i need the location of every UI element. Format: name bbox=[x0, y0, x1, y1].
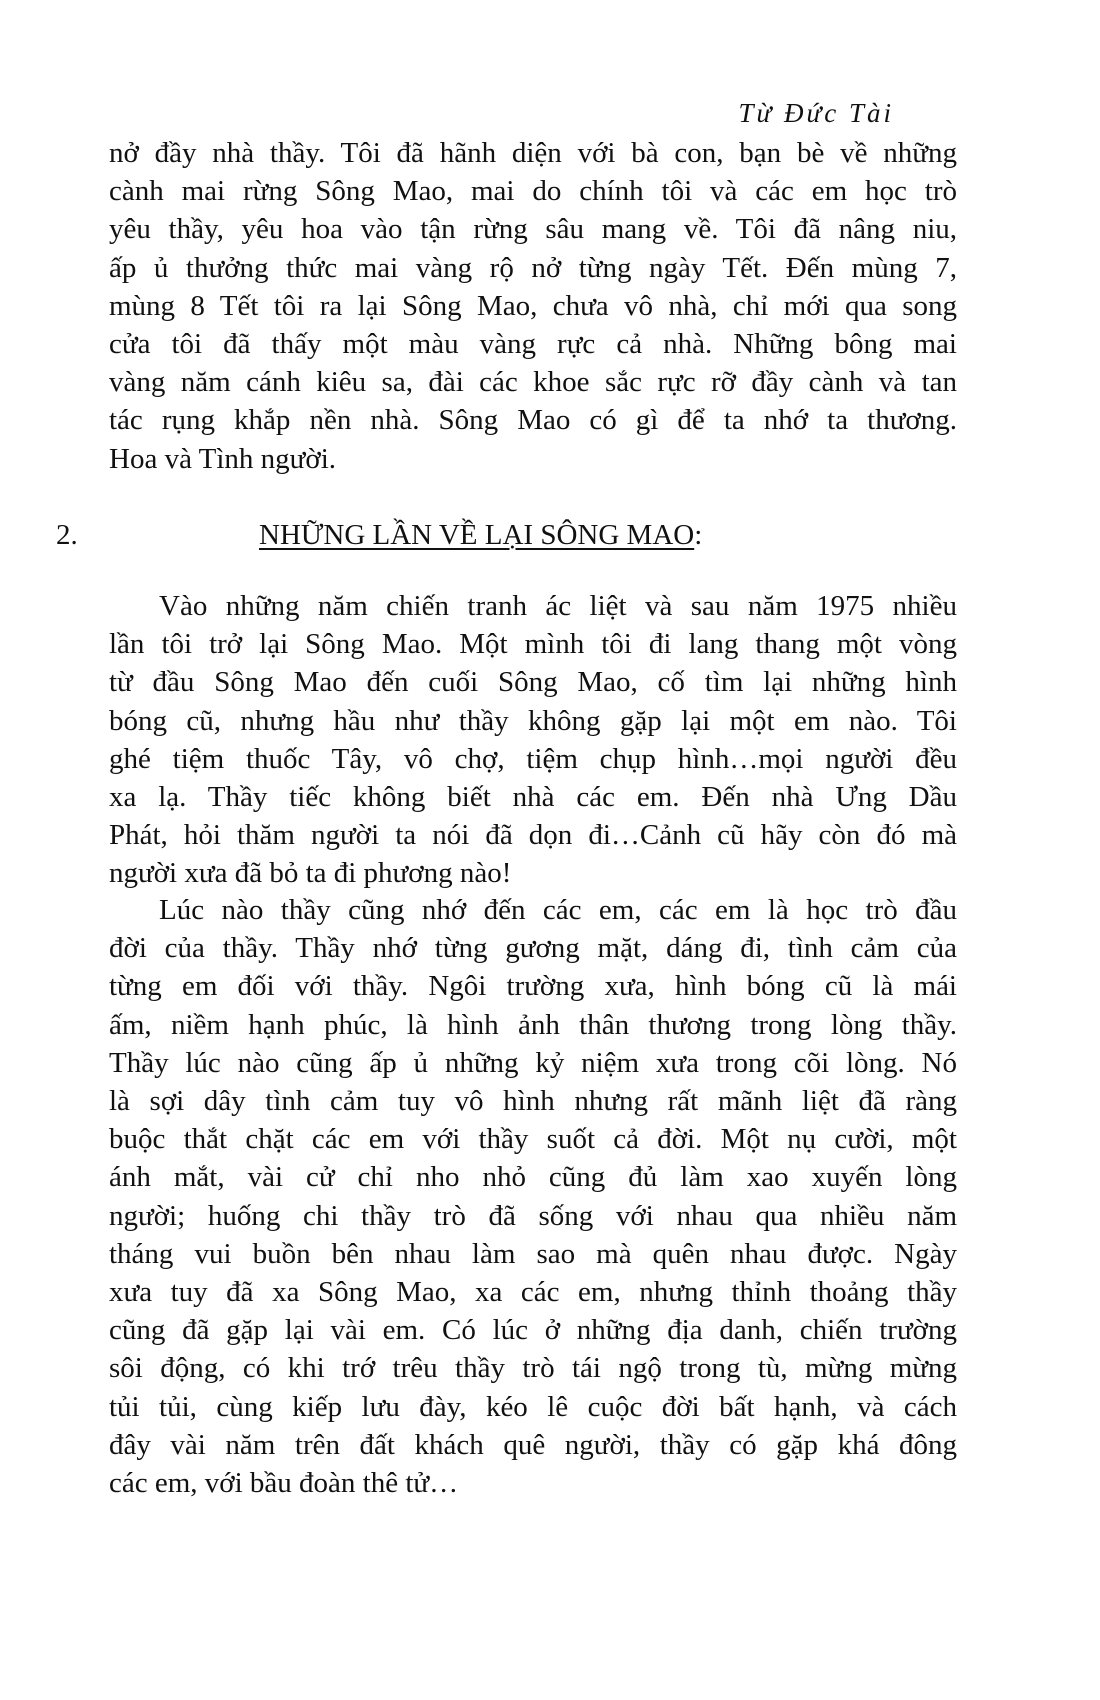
text-line: tủi tủi, cùng kiếp lưu đày, kéo lê cuộc đời bất hạnh, và cách bbox=[109, 1390, 957, 1423]
text-line: người; huống chi thầy trò đã sống với nhau qua nhiều năm bbox=[109, 1199, 957, 1232]
text-line: Hoa và Tình người. bbox=[109, 442, 337, 475]
text-line: cửa tôi đã thấy một màu vàng rực cả nhà. Những bông mai bbox=[109, 328, 957, 361]
text-line: tác rụng khắp nền nhà. Sông Mao có gì để ta nhớ ta thương. bbox=[109, 404, 957, 437]
text-line: ấm, niềm hạnh phúc, là hình ảnh thân thương trong lòng thầy. bbox=[109, 1008, 957, 1041]
section-heading-title: NHỮNG LẦN VỀ LẠI SÔNG MAO bbox=[259, 519, 695, 551]
text-line: các em, với bầu đoàn thê tử… bbox=[109, 1467, 459, 1500]
text-line: từ đầu Sông Mao đến cuối Sông Mao, cố tìm lại những hình bbox=[109, 666, 957, 699]
text-line: vàng năm cánh kiêu sa, đài các khoe sắc rực rỡ đầy cành và tan bbox=[109, 366, 957, 399]
running-header-author: Từ Đức Tài bbox=[738, 98, 894, 128]
section-number: 2. bbox=[56, 519, 78, 551]
text-line: Lúc nào thầy cũng nhớ đến các em, các em là học trò đầu bbox=[159, 894, 957, 926]
text-line: ánh mắt, vài cử chỉ nho nhỏ cũng đủ làm xao xuyến lòng bbox=[109, 1161, 957, 1194]
section-heading-colon: : bbox=[694, 519, 703, 551]
text-line: Phát, hỏi thăm người ta nói đã dọn đi…Cảnh cũ hãy còn đó mà bbox=[109, 819, 957, 852]
text-line: là sợi dây tình cảm tuy vô hình nhưng rất mãnh liệt đã ràng bbox=[109, 1085, 957, 1118]
text-line: từng em đối với thầy. Ngôi trường xưa, hình bóng cũ là mái bbox=[109, 970, 957, 1003]
text-line: lần tôi trở lại Sông Mao. Một mình tôi đi lang thang một vòng bbox=[109, 628, 957, 661]
text-line: bóng cũ, nhưng hầu như thầy không gặp lại một em nào. Tôi bbox=[109, 704, 957, 737]
text-line: ấp ủ thưởng thức mai vàng rộ nở từng ngày Tết. Đến mùng 7, bbox=[109, 251, 957, 284]
text-line: sôi động, có khi trớ trêu thầy trò tái ngộ trong tù, mừng mừng bbox=[109, 1352, 957, 1385]
text-line: xa lạ. Thầy tiếc không biết nhà các em. Đến nhà Ưng Dầu bbox=[109, 781, 957, 814]
text-line: nở đầy nhà thầy. Tôi đã hãnh diện với bà con, bạn bè về những bbox=[109, 137, 957, 169]
text-line: Vào những năm chiến tranh ác liệt và sau năm 1975 nhiều bbox=[159, 590, 957, 622]
section-heading bbox=[259, 516, 702, 554]
paragraph-memories bbox=[109, 891, 957, 1502]
text-line: tháng vui buồn bên nhau làm sao mà quên nhau được. Ngày bbox=[109, 1237, 957, 1270]
text-line: cành mai rừng Sông Mao, mai do chính tôi và các em học trò bbox=[109, 175, 957, 208]
text-line: Thầy lúc nào cũng ấp ủ những kỷ niệm xưa trong cõi lòng. Nó bbox=[109, 1046, 957, 1079]
text-line: xưa tuy đã xa Sông Mao, xa các em, nhưng thỉnh thoảng thầy bbox=[109, 1276, 957, 1309]
paragraph-continued bbox=[109, 134, 957, 478]
text-line: ghé tiệm thuốc Tây, vô chợ, tiệm chụp hình…mọi người đều bbox=[109, 742, 957, 775]
text-line: người xưa đã bỏ ta đi phương nào! bbox=[109, 857, 512, 890]
text-line: mùng 8 Tết tôi ra lại Sông Mao, chưa vô nhà, chỉ mới qua song bbox=[109, 289, 957, 322]
text-line: cũng đã gặp lại vài em. Có lúc ở những địa danh, chiến trường bbox=[109, 1314, 957, 1347]
text-line: yêu thầy, yêu hoa vào tận rừng sâu mang về. Tôi đã nâng niu, bbox=[109, 213, 957, 246]
text-line: đây vài năm trên đất khách quê người, thầy có gặp khá đông bbox=[109, 1428, 957, 1461]
text-line: đời của thầy. Thầy nhớ từng gương mặt, dáng đi, tình cảm của bbox=[109, 932, 957, 965]
text-line: buộc thắt chặt các em với thầy suốt cả đời. Một nụ cười, một bbox=[109, 1123, 957, 1156]
paragraph-returns bbox=[109, 587, 957, 893]
